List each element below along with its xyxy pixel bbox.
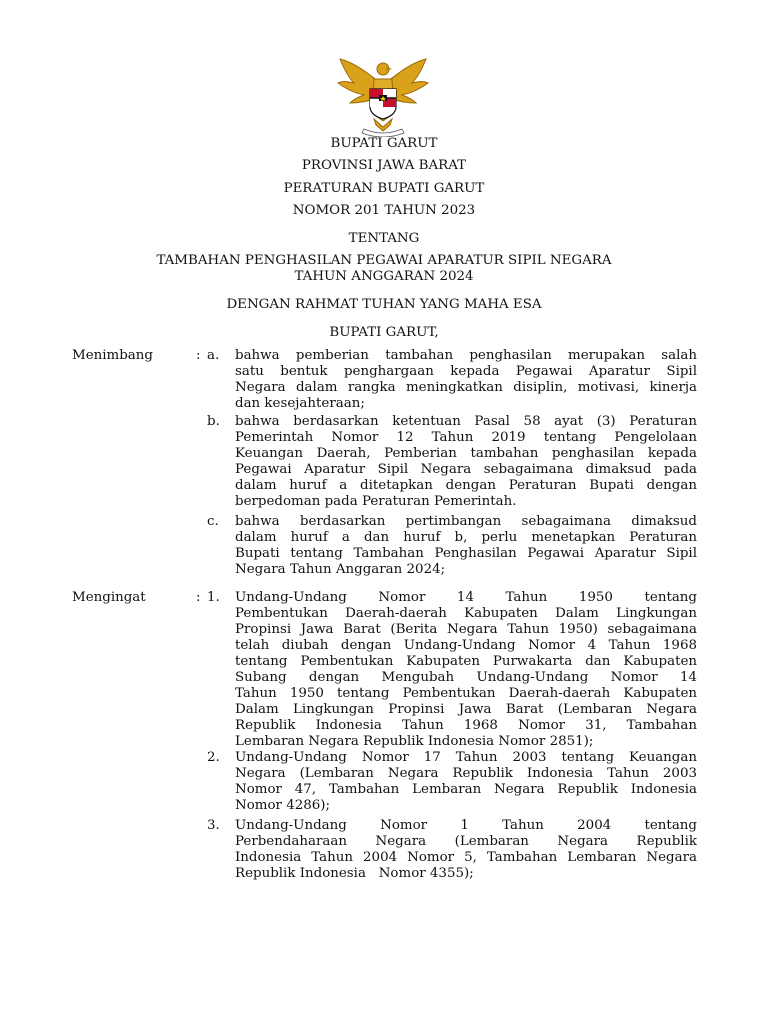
text-line: satu bentuk penghargaan kepada Pegawai Aparatur Sipil (235, 364, 697, 379)
text-line: bahwa berdasarkan pertimbangan sebagaimana dimaksud (235, 514, 697, 529)
text-line: Nomor 4286); (235, 798, 331, 813)
text-line: Undang-Undang Nomor 1 Tahun 2004 tentang (235, 818, 697, 833)
menimbang-item-a (235, 348, 697, 412)
text-line: Negara dalam rangka meningkatkan disiplin, motivasi, kinerja (235, 380, 697, 395)
mengingat-item-1 (235, 590, 697, 750)
text-line: Subang dengan Mengubah Undang-Undang Nomor 14 (235, 670, 697, 685)
mengingat-marker-1: 1. (207, 590, 220, 605)
mengingat-item-2 (235, 750, 697, 814)
text-line: Tahun 1950 tentang Pembentukan Daerah-daerah Kabupaten (235, 686, 697, 701)
mengingat-colon: : (196, 590, 201, 605)
text-line: Negara Tahun Anggaran 2024; (235, 562, 446, 577)
text-line: Lembaran Negara Republik Indonesia Nomor 2851); (235, 734, 594, 749)
menimbang-item-b (235, 414, 697, 510)
text-line: Negara (Lembaran Negara Republik Indonesia Tahun 2003 (235, 766, 697, 781)
text-line: Republik Indonesia Nomor 4355); (235, 866, 474, 881)
mengingat-marker-2: 2. (207, 750, 220, 765)
mengingat-label: Mengingat (72, 590, 146, 605)
subject-line-1: TAMBAHAN PENGHASILAN PEGAWAI APARATUR SIPIL NEGARA (156, 253, 612, 268)
subject-line-2: TAHUN ANGGARAN 2024 (294, 269, 474, 284)
text-line: tentang Pembentukan Kabupaten Purwakarta dan Kabupaten (235, 654, 697, 669)
text-line: Propinsi Jawa Barat (Berita Negara Tahun 1950) sebagaimana (235, 622, 697, 637)
text-line: Keuangan Daerah, Pemberian tambahan penghasilan kepada (235, 446, 697, 461)
regulation-number: NOMOR 201 TAHUN 2023 (292, 203, 476, 218)
province-title: PROVINSI JAWA BARAT (301, 158, 467, 173)
mengingat-marker-3: 3. (207, 818, 220, 833)
text-line: Bupati tentang Tambahan Penghasilan Pegawai Aparatur Sipil (235, 546, 697, 561)
menimbang-label: Menimbang (72, 348, 153, 363)
regulation-title: PERATURAN BUPATI GARUT (283, 181, 485, 196)
menimbang-colon: : (196, 348, 201, 363)
text-line: Nomor 47, Tambahan Lembaran Negara Republik Indonesia (235, 782, 697, 797)
menimbang-item-c (235, 514, 697, 578)
text-line: Perbendaharaan Negara (Lembaran Negara Republik (235, 834, 697, 849)
bupati-garut-line: BUPATI GARUT, (329, 325, 439, 340)
tentang-heading: TENTANG (348, 231, 420, 246)
text-line: dan kesejahteraan; (235, 396, 365, 411)
text-line: Indonesia Tahun 2004 Nomor 5, Tambahan Lembaran Negara (235, 850, 697, 865)
text-line: dalam huruf a dan huruf b, perlu menetapkan Peraturan (235, 530, 697, 545)
text-line: Pembentukan Daerah-daerah Kabupaten Dalam Lingkungan (235, 606, 697, 621)
rahmat-line: DENGAN RAHMAT TUHAN YANG MAHA ESA (226, 297, 542, 312)
text-line: dalam huruf a ditetapkan dengan Peraturan Bupati dengan (235, 478, 697, 493)
text-line: Undang-Undang Nomor 17 Tahun 2003 tentang Keuangan (235, 750, 697, 765)
text-line: telah diubah dengan Undang-Undang Nomor 4 Tahun 1968 (235, 638, 697, 653)
regent-title: BUPATI GARUT (330, 136, 438, 151)
text-line: Undang-Undang Nomor 14 Tahun 1950 tentang (235, 590, 697, 605)
menimbang-marker-c: c. (207, 514, 219, 529)
mengingat-item-3 (235, 818, 697, 882)
text-line: berpedoman pada Peraturan Pemerintah. (235, 494, 517, 509)
garuda-pancasila-emblem-icon (334, 55, 432, 137)
text-line: Pemerintah Nomor 12 Tahun 2019 tentang Pengelolaan (235, 430, 697, 445)
menimbang-marker-b: b. (207, 414, 220, 429)
text-line: Pegawai Aparatur Sipil Negara sebagaimana dimaksud pada (235, 462, 697, 477)
text-line: Republik Indonesia Tahun 1968 Nomor 31, Tambahan (235, 718, 697, 733)
text-line: bahwa berdasarkan ketentuan Pasal 58 ayat (3) Peraturan (235, 414, 697, 429)
menimbang-marker-a: a. (207, 348, 220, 363)
text-line: bahwa pemberian tambahan penghasilan merupakan salah (235, 348, 697, 363)
text-line: Dalam Lingkungan Propinsi Jawa Barat (Lembaran Negara (235, 702, 697, 717)
